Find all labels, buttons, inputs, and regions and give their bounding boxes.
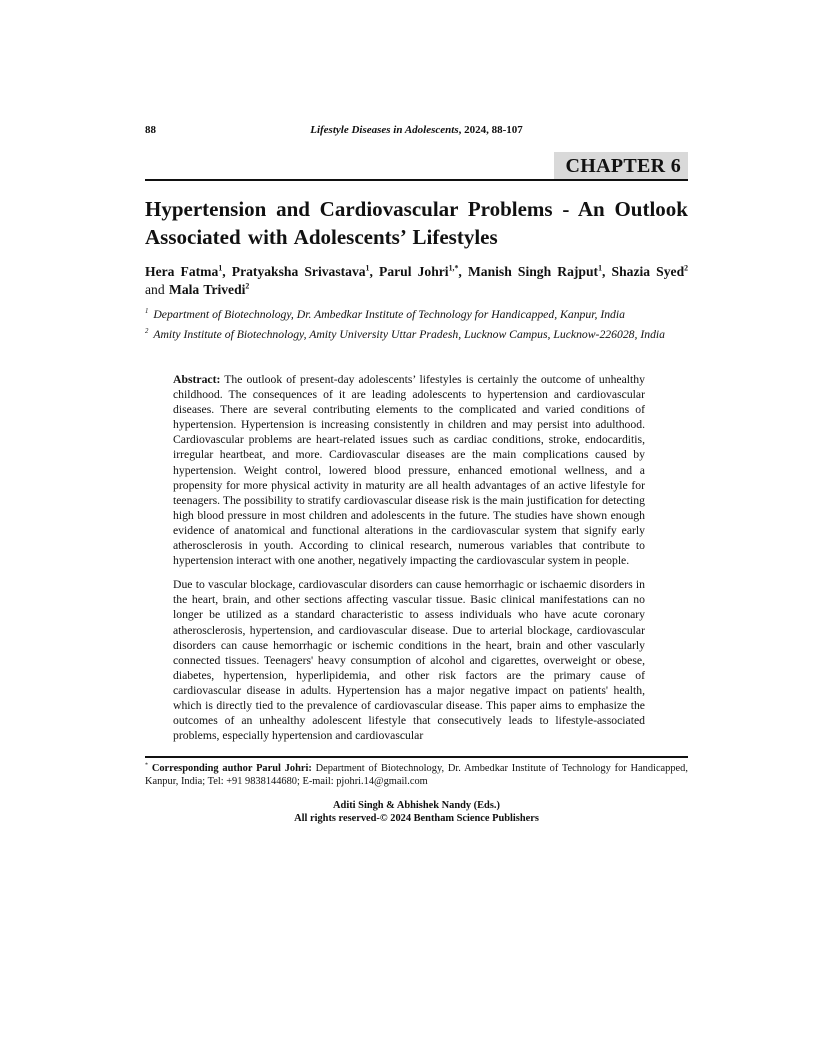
author-affil-marker: 1 (365, 263, 370, 273)
editors-line: Aditi Singh & Abhishek Nandy (Eds.) (333, 799, 500, 811)
affiliation-list (145, 307, 688, 343)
footnote-bold-label: Corresponding author Parul Johri: (151, 763, 312, 775)
author (145, 264, 232, 279)
author-separator: , (369, 264, 380, 279)
running-title (145, 124, 688, 136)
author-separator: , (222, 264, 232, 279)
affiliation-text: Amity Institute of Biotechnology, Amity University Uttar Pradesh, Lucknow Campus, Lucknow-226028, India (153, 328, 666, 341)
author-name: Manish Singh Rajput (467, 264, 599, 279)
publisher-info (145, 799, 688, 826)
author-affil-marker: 1,* (448, 263, 459, 273)
copyright-line: All rights reserved-© 2024 Bentham Science Publishers (294, 813, 539, 825)
affiliation-marker: 2 (145, 328, 149, 336)
author-list (145, 263, 688, 298)
footnote-text: Department of Biotechnology, Dr. Ambedkar Institute of Technology for Handicapped, Kanpur, India; Tel: +91 9838144680; E-mail: pjohri.14@gmail.com (145, 763, 688, 788)
corresponding-author-note (145, 762, 688, 788)
author-affil-marker: 2 (684, 263, 689, 273)
footnote (145, 756, 688, 788)
author (169, 282, 249, 297)
author-affil-marker: 1 (598, 263, 602, 273)
author-name: Parul Johri (379, 264, 449, 279)
abstract-section (173, 372, 645, 743)
running-head (145, 124, 688, 139)
chapter-header-rule (145, 152, 688, 181)
author (379, 264, 468, 279)
page-number: 88 (145, 124, 156, 136)
article-title: Hypertension and Cardiovascular Problems - An Outlook Associated with Adolescents’ Lifestyles (145, 197, 688, 249)
author-affil-marker: 2 (245, 280, 250, 290)
author-separator: and (145, 281, 170, 297)
author (232, 264, 379, 279)
affiliation (145, 327, 688, 343)
body-paragraph: Due to vascular blockage, cardiovascular disorders can cause hemorrhagic or ischaemic disorders in the heart, brain, and other sections affecting vascular tissue. Basic clinical manifestations can no longer be utilized as a standard characteristic to assess individuals who have acute coronary atherosclerosis, hypertension, and cardiovascular disease. Due to arterial blockage, cardiovascular disorders can cause hemorrhagic or ischemic conditions in the heart, brain and other vascularly connected tissues. Teenagers' heavy consumption of alcohol and cigarettes, overweight or obese, diabetes, hypertension, hyperlipidemia, and other risk factors are the primary cause of cardiovascular disease in adults. Hypertension has a major negative impact on patients' health, which is directly tied to the prevalence of cardiovascular disease. This paper aims to emphasize the outcomes of an unhealthy adolescent lifestyle that consecutively leads to lifestyle-associated problems, especially hypertension and cardiovascular (173, 578, 645, 743)
author-name: Shazia Syed (611, 264, 685, 279)
author-name: Mala Trivedi (169, 281, 246, 297)
author-name: Hera Fatma (145, 264, 219, 279)
author-name: Pratyaksha Srivastava (231, 264, 366, 279)
footnote-marker: * (145, 762, 149, 769)
chapter-label: CHAPTER 6 (554, 152, 688, 179)
affiliation (145, 307, 688, 323)
abstract-label: Abstract: (173, 373, 221, 386)
running-title-book: Lifestyle Diseases in Adolescents (310, 124, 459, 136)
author-affil-marker: 1 (218, 263, 223, 273)
abstract-text: The outlook of present-day adolescents’ lifestyles is certainly the outcome of unhealthy childhood. The consequences of it are leading adolescents to hypertension and cardiovascular diseases. There are several contributing elements to the complicated and varied conditions of hypertension. Hypertension is increasing consistently in children and may persist into adulthood. Cardiovascular problems are heart-related issues such as cardiac conditions, stroke, endocarditis, irregular heartbeat, and more. Cardiovascular diseases are the main complications caused by hypertension. Weight control, lowered blood pressure, enhanced emotional wellness, and a propensity for more physical activity in maturity are all health advantages of an active lifestyle for teenagers. The possibility to stratify cardiovascular disease risk is the main justification for detecting high blood pressure in most children and adolescents in the future. The studies have shown enough evidence of anatomical and functional alterations in the cardiovascular system that signify early atherosclerosis in youth. According to clinical research, numerous variables that contribute to hypertension interact with one another, negatively impacting the cardiovascular system in people. (173, 373, 645, 568)
author-separator: , (602, 264, 612, 279)
abstract-paragraph (173, 372, 645, 568)
running-title-pages: , 2024, 88-107 (458, 124, 523, 136)
affiliation-marker: 1 (145, 308, 149, 316)
author-separator: , (458, 264, 468, 279)
author (468, 264, 612, 279)
affiliation-text: Department of Biotechnology, Dr. Ambedkar Institute of Technology for Handicapped, Kanpur, India (153, 308, 625, 321)
